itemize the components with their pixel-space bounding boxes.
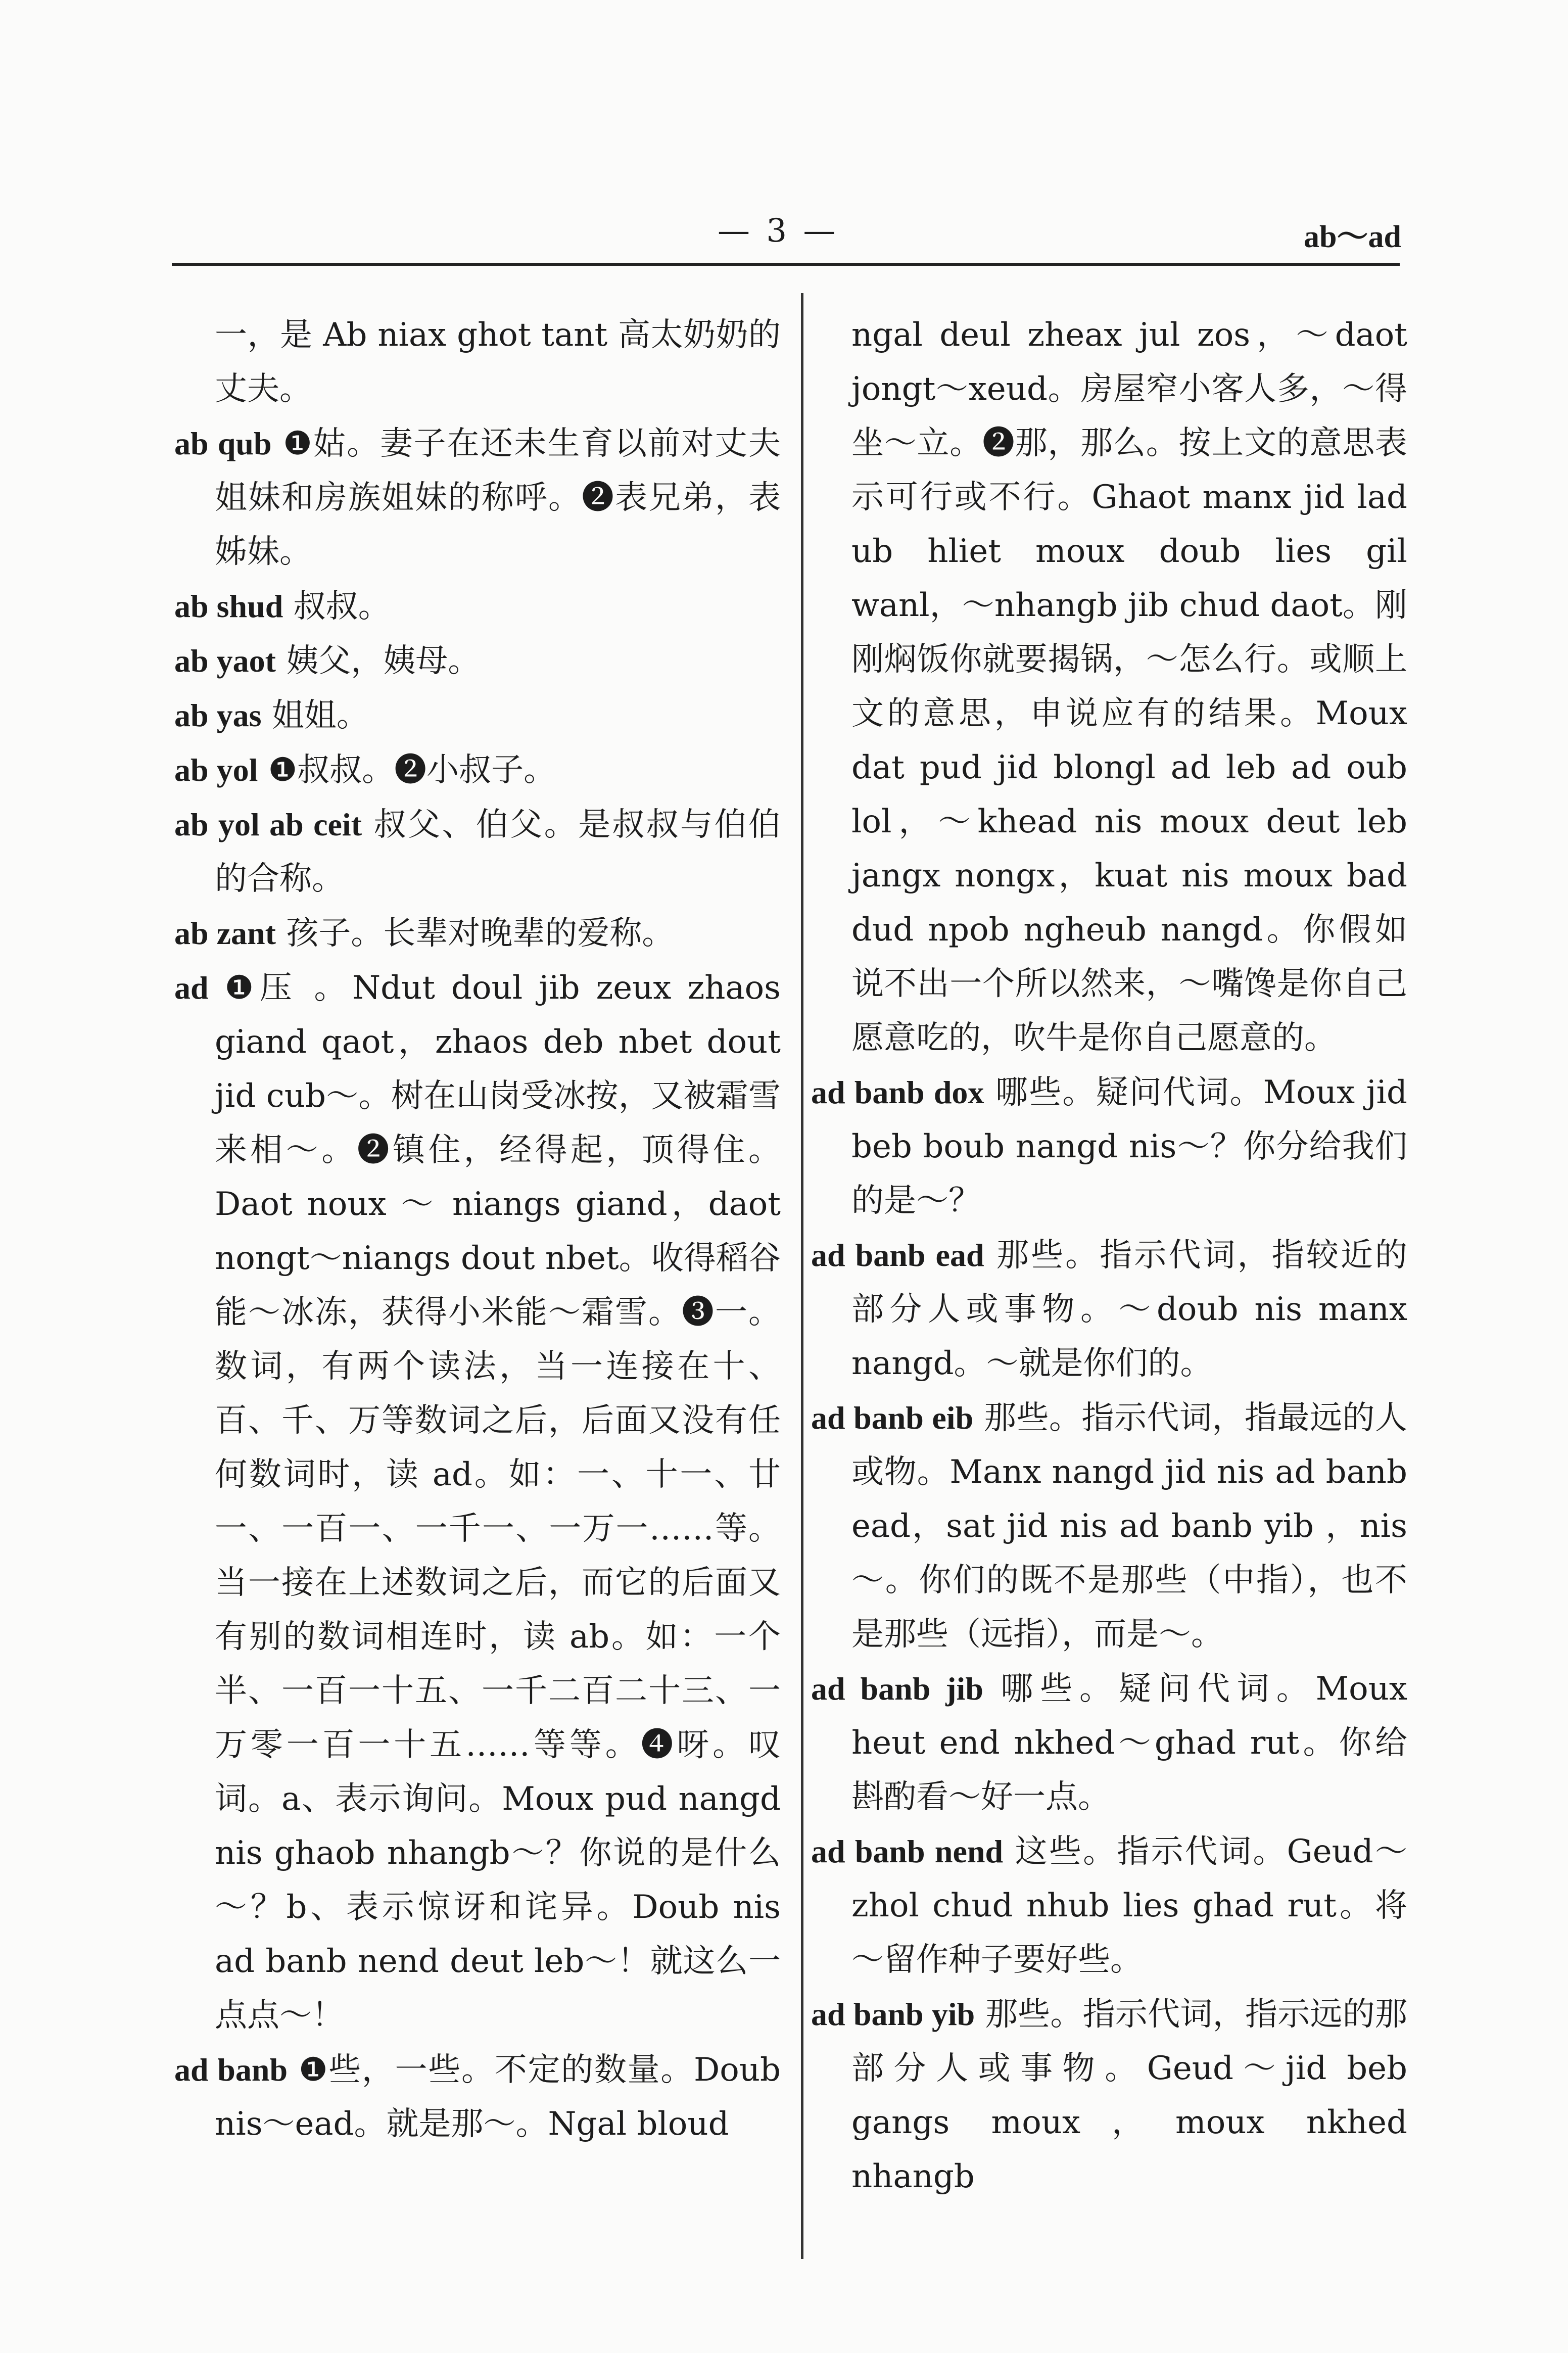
entry-definition: 哪些。疑问代词。Moux jid beb boub nangd nis～？你分给我们的是～？ bbox=[851, 1074, 1408, 1219]
entry-definition: 那些。指示代词，指较近的部分人或事物。～doub nis manx nangd。～就是你们的。 bbox=[851, 1237, 1408, 1382]
dictionary-entry bbox=[811, 1391, 1407, 1662]
dictionary-entry bbox=[174, 961, 781, 2043]
entry-continuation: 一，是 Ab niax ghot tant 高太奶奶的丈夫。 bbox=[215, 316, 781, 408]
dictionary-entry bbox=[811, 1987, 1407, 2204]
dictionary-entry bbox=[811, 1662, 1407, 1824]
dictionary-entry bbox=[811, 1228, 1407, 1391]
entry-headword: ab yol ab ceit bbox=[174, 807, 362, 842]
entry-definition: ❶叔叔。❷小叔子。 bbox=[258, 751, 556, 789]
entry-definition: 姐姐。 bbox=[261, 697, 369, 734]
entry-definition: ❶些，一些。不定的数量。Doub nis～ead。就是那～。Ngal bloud bbox=[215, 2051, 781, 2143]
entry-headword: ad banb bbox=[174, 2052, 288, 2088]
entry-headword: ab yaot bbox=[174, 643, 276, 679]
entry-definition: ❶姑。妻子在还未生育以前对丈夫姐妹和房族姐妹的称呼。❷表兄弟，表姊妹。 bbox=[215, 425, 781, 571]
entry-definition: 哪些。疑问代词。Moux heut end nkhed～ghad rut。你给斟酌看～好一点。 bbox=[851, 1670, 1408, 1816]
dictionary-entry bbox=[174, 743, 781, 797]
entry-headword: ad banb nend bbox=[811, 1833, 1004, 1869]
entry-headword: ad banb eib bbox=[811, 1400, 974, 1436]
page-number: — 3 — bbox=[718, 212, 839, 250]
entry-definition: ❶压 。Ndut doul jib zeux zhaos giand qaot，zhaos deb nbet dout jid cub～。树在山岗受冰按，又被霜雪来相～。❷镇住，经得起，顶得住。Daot noux ～ niangs giand，daot nongt～niangs dout nbet。收得稻谷能～冰冻，获得小米能～霜雪。❸一。数词，有两个读法，当一连接在十、百、千、万等数词之后，后面又没有任何数词时，读 ad。如：一、十一、廿一、一百一、一千一、一万一……等。当一接在上述数词之后，而它的后面又有别的数词相连时，读 ab。如：一个半、一百一十五、一千二百二十三、一万零一百一十五……等等。❹呀。叹词。a、表示询问。Moux pud nangd nis ghaob nhangb～？你说的是什么～？b、表示惊讶和诧异。Doub nis ad banb nend deut leb～！就这么一点点～！ bbox=[208, 969, 781, 2034]
dictionary-entry bbox=[174, 688, 781, 743]
entry-headword: ad banb ead bbox=[811, 1237, 984, 1273]
dictionary-entry bbox=[174, 634, 781, 688]
entry-headword: ad banb yib bbox=[811, 1996, 975, 2032]
guide-words: ab～ad bbox=[1304, 220, 1401, 254]
dictionary-entry bbox=[174, 416, 781, 579]
entry-headword: ad banb jib bbox=[811, 1671, 983, 1707]
column-divider bbox=[801, 293, 803, 2259]
left-column bbox=[174, 308, 781, 2151]
right-column bbox=[811, 308, 1407, 2204]
dictionary-entry bbox=[811, 1824, 1407, 1987]
dictionary-entry bbox=[174, 906, 781, 961]
dictionary-entry bbox=[811, 1065, 1407, 1228]
dictionary-entry bbox=[174, 797, 781, 906]
entry-definition: 那些。指示代词，指示远的那部分人或事物。Geud～jid beb gangs moux，moux nkhed nhangb bbox=[851, 1996, 1408, 2195]
entry-definition: 孩子。长辈对晚辈的爱称。 bbox=[275, 915, 675, 952]
entry-headword: ad bbox=[174, 970, 209, 1006]
entry-definition: 这些。指示代词。Geud～zhol chud nhub lies ghad rut。将～留作种子要好些。 bbox=[851, 1833, 1407, 1979]
entry-headword: ab yol bbox=[174, 752, 258, 788]
header-rule bbox=[172, 263, 1400, 266]
dictionary-entry bbox=[174, 579, 781, 634]
entry-headword: ab qub bbox=[174, 426, 272, 461]
entry-definition: 叔父、伯父。是叔叔与伯伯的合称。 bbox=[215, 806, 781, 898]
entry-definition: 叔叔。 bbox=[283, 588, 391, 625]
entry-continuation: ngal deul zheax jul zos，～daot jongt～xeud。房屋窄小客人多，～得坐～立。❷那，那么。按上文的意思表示可行或不行。Ghaot manx jid lad ub hliet moux doub lies gil wanl，～nhangb jib chud daot。刚刚焖饭你就要揭锅，～怎么行。或顺上文的意思，申说应有的结果。Moux dat pud jid blongl ad leb ad oub lol，～khead nis moux deut leb jangx nongx，kuat nis moux bad dud npob ngheub nangd。你假如说不出一个所以然来，～嘴馋是你自己愿意吃的，吹牛是你自己愿意的。 bbox=[851, 316, 1407, 1057]
entry-definition: 姨父，姨母。 bbox=[275, 642, 481, 680]
dictionary-entry bbox=[174, 2043, 781, 2151]
entry-definition: 那些。指示代词，指最远的人或物。Manx nangd jid nis ad banb ead，sat jid nis ad banb yib ，nis～。你们的既不是那些（中指），也不是那些（远指），而是～。 bbox=[851, 1399, 1407, 1653]
entry-headword: ab shud bbox=[174, 588, 283, 624]
entry-headword: ad banb dox bbox=[811, 1074, 984, 1110]
entry-headword: ab yas bbox=[174, 697, 262, 733]
entry-headword: ab zant bbox=[174, 915, 276, 951]
